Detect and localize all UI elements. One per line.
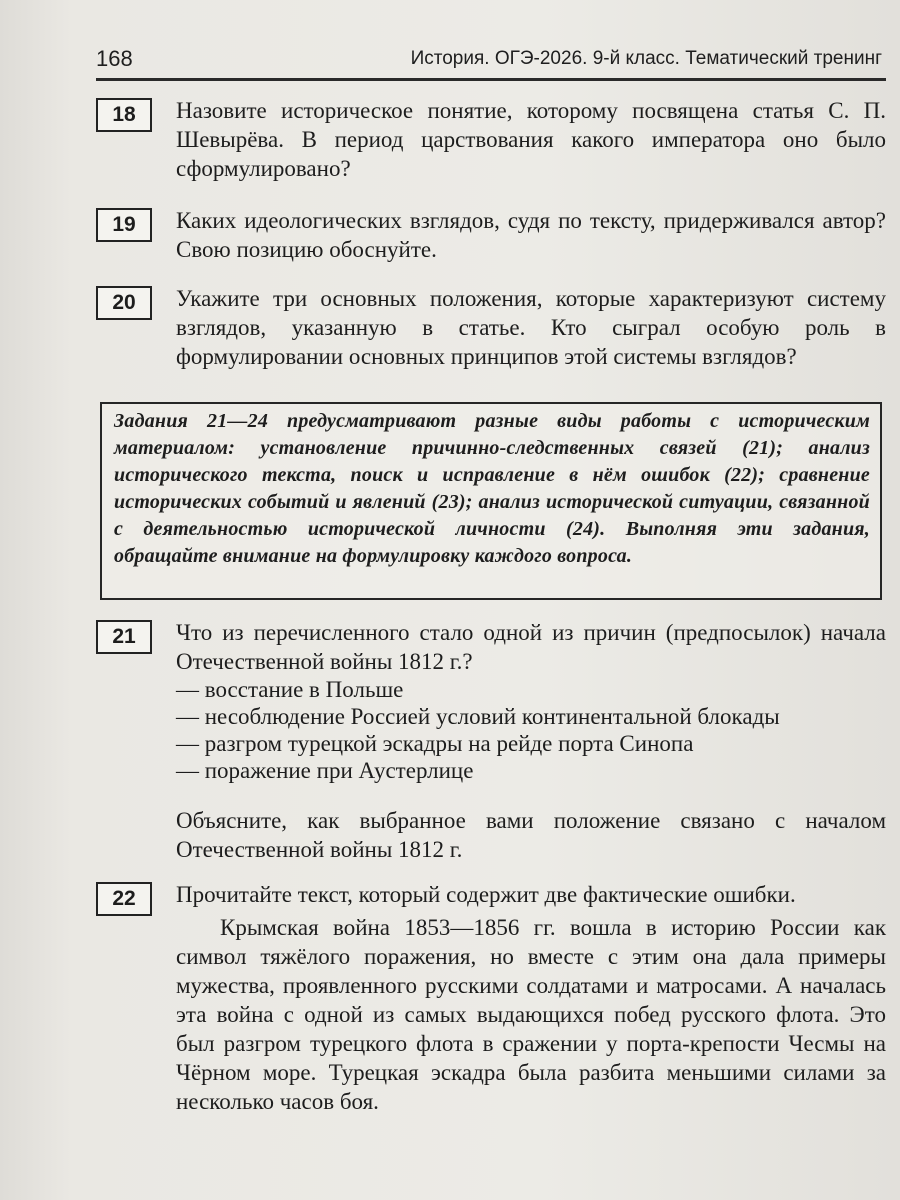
- task-number-box: 18: [96, 98, 152, 132]
- task-explain: Объясните, как выбранное вами положение связано с началом Отечественной войны 1812 г.: [176, 808, 886, 862]
- task-passage: Крымская война 1853—1856 гг. вошла в историю России как символ тяжёлого поражения, но вместе с этим она дала примеры мужества, проявленного русскими солдатами и матросами. А началась эта война с одной из самых выдающихся побед русского флота. Это был разгром турецкого флота в сражении у порта-крепости Чесмы на Чёрном море. Турецкая эскадра была разбита меньшими силами за несколько часов боя.: [176, 915, 886, 1114]
- task-number-box: 22: [96, 882, 152, 916]
- task-text: Укажите три основных положения, которые характеризуют систему взглядов, указанную в статье. Кто сыграл особую роль в формулировании основных принципов этой системы взглядов?: [176, 286, 886, 369]
- option-item: — разгром турецкой эскадры на рейде порта Синопа: [176, 731, 694, 756]
- option-item: — восстание в Польше: [176, 677, 404, 702]
- option-item: — несоблюдение Россией условий континентальной блокады: [176, 704, 780, 729]
- running-title: История. ОГЭ-2026. 9-й класс. Тематический тренинг: [410, 48, 882, 69]
- task-number-box: 19: [96, 208, 152, 242]
- option-item: — поражение при Аустерлице: [176, 758, 474, 783]
- instructions-note-box: Задания 21—24 предусматривают разные виды работы с историческим материалом: установление причинно-следственных связей (21); анализ исторического текста, поиск и исправление в нём ошибок (22); сравнение исторических событий и явлений (23); анализ исторической ситуации, связанной с деятельностью исторической личности (24). Выполняя эти задания, обращайте внимание на формулировку каждого вопроса.: [100, 402, 882, 600]
- task-number-box: 20: [96, 286, 152, 320]
- task-text: Назовите историческое понятие, которому посвящена статья С. П. Шевырёва. В период царствования какого императора оно было сформулировано?: [176, 98, 886, 181]
- task-text: Каких идеологических взглядов, судя по тексту, придерживался автор? Свою позицию обоснуйте.: [176, 208, 886, 262]
- page-header: [96, 44, 886, 81]
- task-question: Что из перечисленного стало одной из причин (предпосылок) начала Отечественной войны 1812 г.?: [176, 620, 886, 674]
- page-number: 168: [96, 46, 133, 71]
- task-20: [96, 284, 886, 371]
- task-instruction: Прочитайте текст, который содержит две фактические ошибки.: [176, 882, 796, 907]
- task-19: [96, 206, 886, 264]
- task-number-box: 21: [96, 620, 152, 654]
- task-21: [96, 618, 886, 864]
- task-22: [96, 880, 886, 1116]
- options-list: [176, 676, 886, 784]
- task-18: [96, 96, 886, 183]
